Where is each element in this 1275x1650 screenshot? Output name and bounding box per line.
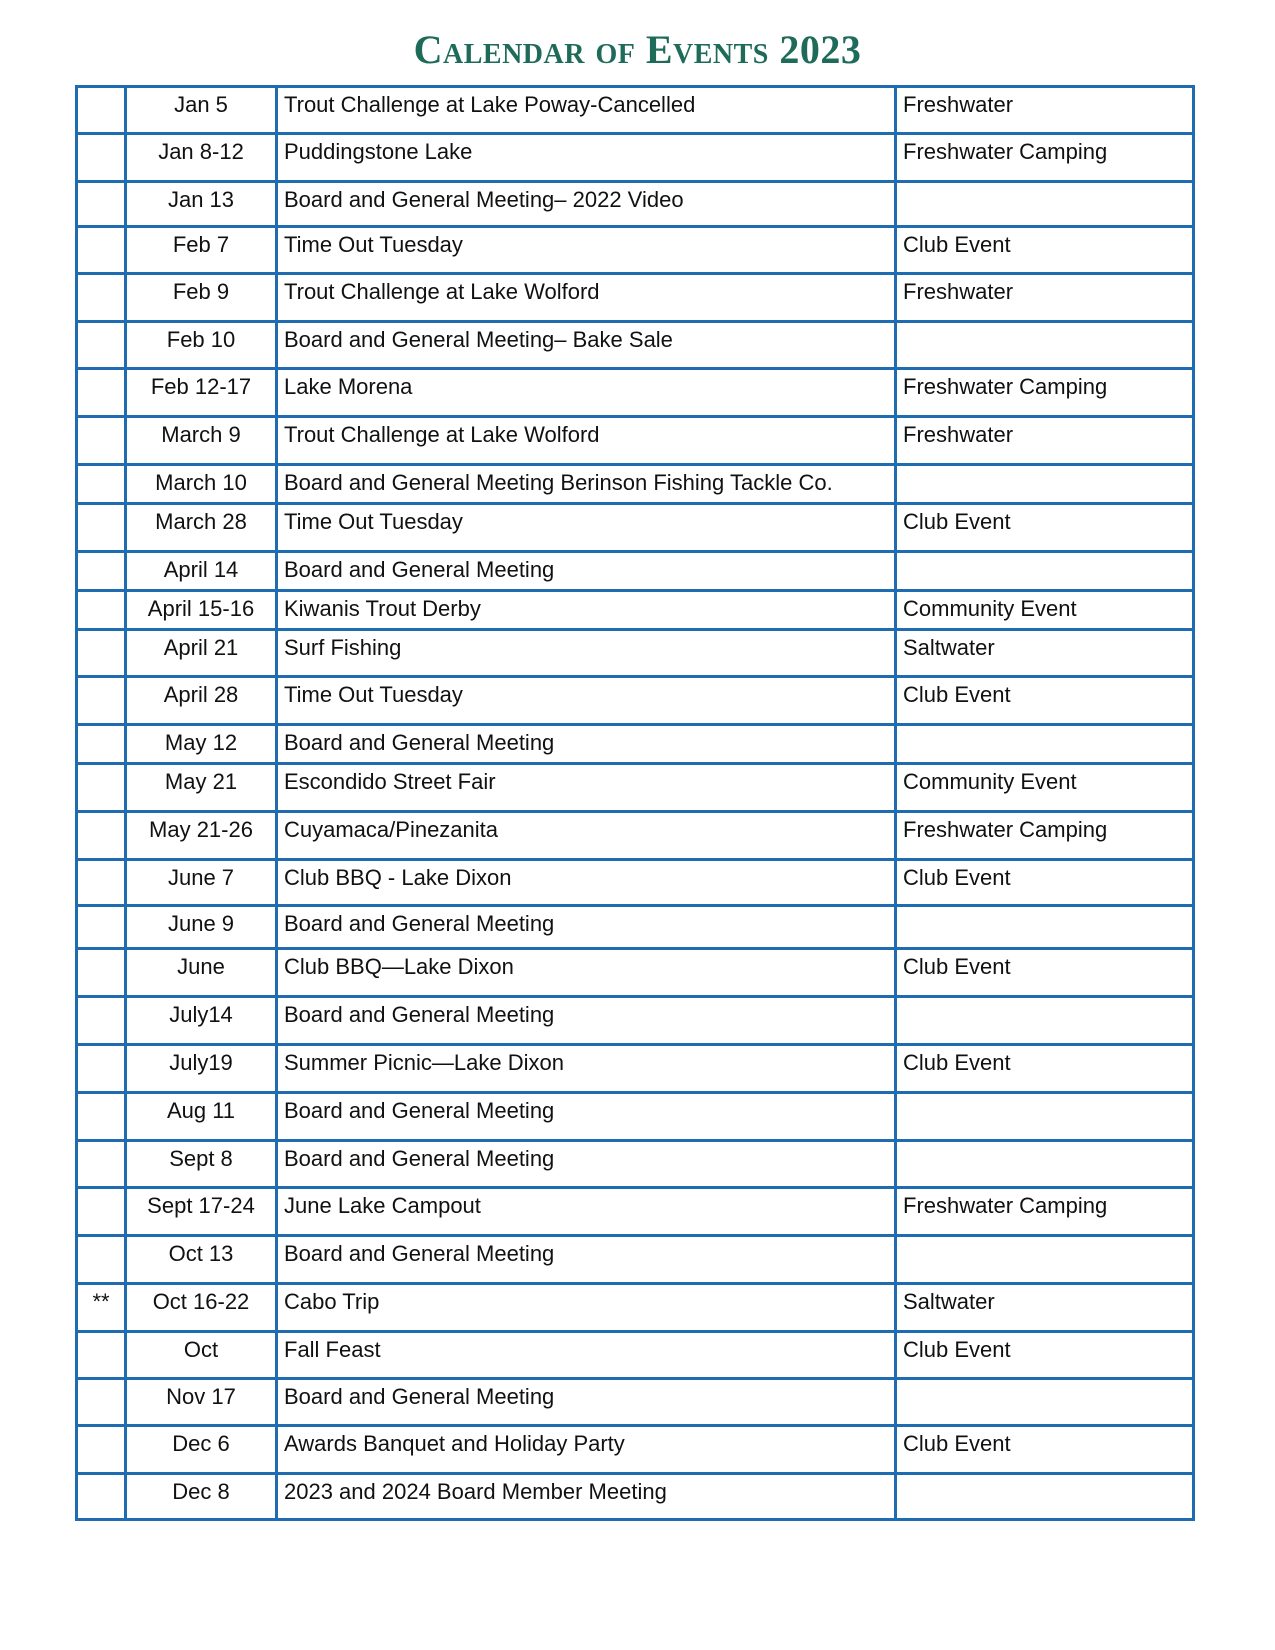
table-row	[77, 1284, 1194, 1332]
table-row	[77, 552, 1194, 591]
event-date: Oct	[126, 1332, 277, 1379]
mark-cell	[77, 677, 126, 725]
event-date: Aug 11	[126, 1093, 277, 1141]
event-type	[896, 465, 1194, 504]
event-type	[896, 1236, 1194, 1284]
event-type: Club Event	[896, 504, 1194, 552]
event-date: Dec 6	[126, 1426, 277, 1474]
event-type: Saltwater	[896, 630, 1194, 677]
event-type: Club Event	[896, 1045, 1194, 1093]
mark-cell	[77, 764, 126, 812]
event-type: Club Event	[896, 227, 1194, 274]
event-name: Surf Fishing	[277, 630, 896, 677]
event-name: Board and General Meeting	[277, 906, 896, 949]
event-date: Nov 17	[126, 1379, 277, 1426]
mark-cell	[77, 1141, 126, 1188]
mark-cell	[77, 322, 126, 369]
events-table	[75, 85, 1195, 1521]
table-row	[77, 504, 1194, 552]
event-date: Sept 8	[126, 1141, 277, 1188]
event-type: Saltwater	[896, 1284, 1194, 1332]
table-row	[77, 812, 1194, 860]
event-type: Freshwater Camping	[896, 369, 1194, 417]
event-name: Kiwanis Trout Derby	[277, 591, 896, 630]
table-row	[77, 949, 1194, 997]
event-name: Trout Challenge at Lake Wolford	[277, 417, 896, 465]
event-date: May 12	[126, 725, 277, 764]
table-row	[77, 227, 1194, 274]
mark-cell	[77, 1379, 126, 1426]
event-date: April 14	[126, 552, 277, 591]
event-type: Community Event	[896, 591, 1194, 630]
event-type	[896, 997, 1194, 1045]
table-row	[77, 182, 1194, 227]
table-row	[77, 997, 1194, 1045]
event-type: Freshwater Camping	[896, 134, 1194, 182]
table-row	[77, 322, 1194, 369]
mark-cell	[77, 417, 126, 465]
mark-cell	[77, 134, 126, 182]
table-row	[77, 860, 1194, 906]
event-date: June 9	[126, 906, 277, 949]
mark-cell	[77, 274, 126, 322]
event-date: Feb 10	[126, 322, 277, 369]
event-type	[896, 552, 1194, 591]
event-name: Summer Picnic—Lake Dixon	[277, 1045, 896, 1093]
mark-cell	[77, 997, 126, 1045]
event-date: March 10	[126, 465, 277, 504]
event-type: Freshwater	[896, 87, 1194, 134]
event-name: Board and General Meeting	[277, 1236, 896, 1284]
event-name: Board and General Meeting	[277, 997, 896, 1045]
event-name: Board and General Meeting– Bake Sale	[277, 322, 896, 369]
event-type: Freshwater	[896, 274, 1194, 322]
mark-cell	[77, 1188, 126, 1236]
event-name: Puddingstone Lake	[277, 134, 896, 182]
table-row	[77, 369, 1194, 417]
mark-cell	[77, 504, 126, 552]
event-date: Oct 16-22	[126, 1284, 277, 1332]
event-type: Community Event	[896, 764, 1194, 812]
table-row	[77, 134, 1194, 182]
event-date: July19	[126, 1045, 277, 1093]
event-name: Trout Challenge at Lake Poway-Cancelled	[277, 87, 896, 134]
event-type: Freshwater Camping	[896, 812, 1194, 860]
event-name: Club BBQ—Lake Dixon	[277, 949, 896, 997]
mark-cell: **	[77, 1284, 126, 1332]
event-type	[896, 1093, 1194, 1141]
event-date: June	[126, 949, 277, 997]
table-row	[77, 1332, 1194, 1379]
event-name: Club BBQ - Lake Dixon	[277, 860, 896, 906]
mark-cell	[77, 725, 126, 764]
event-type	[896, 906, 1194, 949]
table-row	[77, 1236, 1194, 1284]
event-name: Board and General Meeting	[277, 1379, 896, 1426]
event-name: Time Out Tuesday	[277, 677, 896, 725]
mark-cell	[77, 1045, 126, 1093]
table-row	[77, 1045, 1194, 1093]
event-date: April 28	[126, 677, 277, 725]
event-type	[896, 322, 1194, 369]
table-row	[77, 1141, 1194, 1188]
event-name: Board and General Meeting	[277, 725, 896, 764]
event-date: May 21-26	[126, 812, 277, 860]
event-name: Board and General Meeting– 2022 Video	[277, 182, 896, 227]
event-name: Time Out Tuesday	[277, 504, 896, 552]
table-row	[77, 417, 1194, 465]
event-type	[896, 1474, 1194, 1520]
event-type: Club Event	[896, 949, 1194, 997]
mark-cell	[77, 591, 126, 630]
event-date: Dec 8	[126, 1474, 277, 1520]
table-row	[77, 1426, 1194, 1474]
event-date: Feb 9	[126, 274, 277, 322]
event-name: Fall Feast	[277, 1332, 896, 1379]
event-date: March 9	[126, 417, 277, 465]
event-type	[896, 182, 1194, 227]
event-date: July14	[126, 997, 277, 1045]
event-type: Freshwater	[896, 417, 1194, 465]
event-date: Sept 17-24	[126, 1188, 277, 1236]
event-name: Board and General Meeting	[277, 552, 896, 591]
event-date: Oct 13	[126, 1236, 277, 1284]
table-row	[77, 764, 1194, 812]
event-name: Lake Morena	[277, 369, 896, 417]
event-date: Feb 7	[126, 227, 277, 274]
event-name: 2023 and 2024 Board Member Meeting	[277, 1474, 896, 1520]
table-row	[77, 1474, 1194, 1520]
mark-cell	[77, 1474, 126, 1520]
event-type	[896, 725, 1194, 764]
event-type	[896, 1379, 1194, 1426]
event-type: Freshwater Camping	[896, 1188, 1194, 1236]
table-row	[77, 465, 1194, 504]
mark-cell	[77, 552, 126, 591]
event-name: Board and General Meeting Berinson Fishing Tackle Co.	[277, 465, 896, 504]
table-row	[77, 1188, 1194, 1236]
mark-cell	[77, 369, 126, 417]
event-date: Feb 12-17	[126, 369, 277, 417]
mark-cell	[77, 465, 126, 504]
event-name: Trout Challenge at Lake Wolford	[277, 274, 896, 322]
table-row	[77, 274, 1194, 322]
event-name: Cabo Trip	[277, 1284, 896, 1332]
table-row	[77, 87, 1194, 134]
event-date: April 21	[126, 630, 277, 677]
mark-cell	[77, 1093, 126, 1141]
mark-cell	[77, 182, 126, 227]
table-row	[77, 630, 1194, 677]
mark-cell	[77, 860, 126, 906]
event-type: Club Event	[896, 860, 1194, 906]
mark-cell	[77, 949, 126, 997]
mark-cell	[77, 227, 126, 274]
table-row	[77, 677, 1194, 725]
mark-cell	[77, 630, 126, 677]
table-row	[77, 1379, 1194, 1426]
event-name: Board and General Meeting	[277, 1093, 896, 1141]
event-date: May 21	[126, 764, 277, 812]
mark-cell	[77, 1236, 126, 1284]
table-row	[77, 1093, 1194, 1141]
event-date: March 28	[126, 504, 277, 552]
event-name: Awards Banquet and Holiday Party	[277, 1426, 896, 1474]
event-type: Club Event	[896, 677, 1194, 725]
mark-cell	[77, 1332, 126, 1379]
event-date: April 15-16	[126, 591, 277, 630]
mark-cell	[77, 1426, 126, 1474]
mark-cell	[77, 812, 126, 860]
table-row	[77, 725, 1194, 764]
event-name: Escondido Street Fair	[277, 764, 896, 812]
event-name: Time Out Tuesday	[277, 227, 896, 274]
mark-cell	[77, 906, 126, 949]
event-date: June 7	[126, 860, 277, 906]
event-date: Jan 13	[126, 182, 277, 227]
event-name: Board and General Meeting	[277, 1141, 896, 1188]
event-type	[896, 1141, 1194, 1188]
event-name: June Lake Campout	[277, 1188, 896, 1236]
event-type: Club Event	[896, 1332, 1194, 1379]
mark-cell	[77, 87, 126, 134]
event-type: Club Event	[896, 1426, 1194, 1474]
table-row	[77, 591, 1194, 630]
table-row	[77, 906, 1194, 949]
page-title: Calendar of Events 2023	[413, 27, 862, 72]
events-table-body	[77, 87, 1194, 1520]
event-name: Cuyamaca/Pinezanita	[277, 812, 896, 860]
event-date: Jan 8-12	[126, 134, 277, 182]
event-date: Jan 5	[126, 87, 277, 134]
